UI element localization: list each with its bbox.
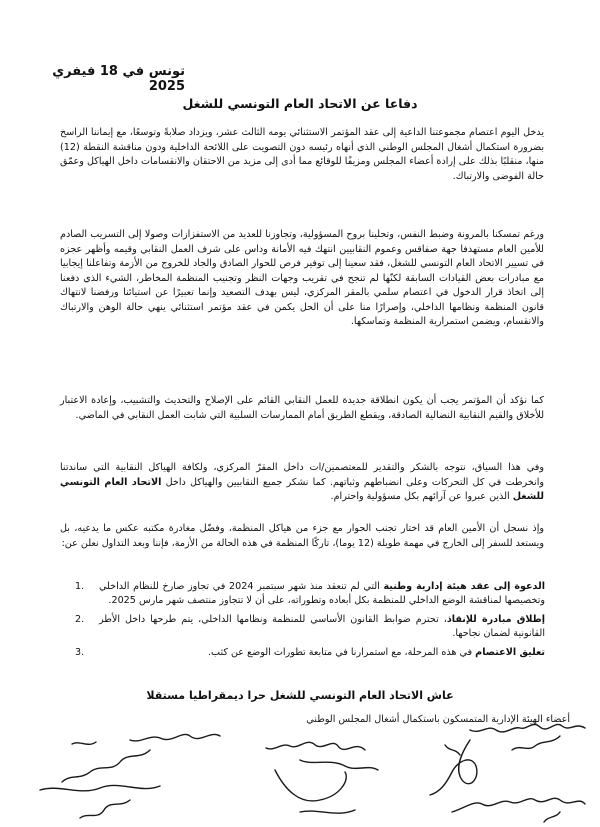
- demand-3-number: 3.: [75, 647, 85, 658]
- demand-2-number: 2.: [75, 614, 85, 625]
- signature-4: [266, 742, 365, 750]
- demand-2-text: ، تحترم ضوابط القانون الأساسي للمنظمة ونظامها الداخلي، يتم طرحها داخل الأطر القانونية لضمان نجاحها.: [99, 614, 545, 639]
- signature-2: [430, 740, 477, 795]
- demand-3-title: تعليق الاعتصام: [475, 647, 545, 658]
- thanks-text-c: الذين عبروا عن آرائهم بكل مسؤولية واحترام.: [330, 491, 513, 502]
- list-item: [75, 613, 545, 641]
- document-title: دفاعا عن الاتحاد العام التونسي للشغل: [182, 96, 418, 111]
- signatories-line: أعضاء الهيئة الإدارية المتمسكون باستكمال أشغال المجلس الوطني: [306, 714, 570, 725]
- demand-1-text: التي لم تنعقد منذ شهر سبتمبر 2024 في تجاوز صارخ للنظام الداخلي وتخصيصها لمناقشة الوضع الداخلي للمنظمة بكل أبعاده وتطوراته، على أن لا تتجاوز منتصف شهر مارس 2025.: [99, 581, 545, 606]
- paragraph-announcement: وإذ نسجل أن الأمين العام قد اختار تجنب الحوار مع جزء من هياكل المنظمة، وفضّل مغادرة مكتبه عكس ما يدعيه، بل ويستعد للسفر إلى الخارج في مهمة طويلة (12 يوما)، تاركًا المنظمة في هذه الحالة من الأزمة، فإننا وبعد التداول نعلن عن:: [60, 523, 544, 549]
- signature-5: [130, 734, 220, 741]
- demand-2-title: إطلاق مبادرة للإنقاذ: [446, 614, 545, 625]
- handwritten-signatures: [0, 700, 600, 827]
- closing-slogan: عاش الاتحاد العام التونسي للشغل حرا ديمقراطيا مستقلا: [146, 689, 454, 702]
- thanks-text-a: وفي هذا السياق، نتوجه بالشكر والتقدير للمعتصمين/ات داخل المقرّ المركزي، ولكافة الهياكل النقابية التي ساندتنا وانخرطت في كل التحركات وعلى انضباطهم وثباتهم. كما نشكر جميع النقابيين والهياكل داخل: [60, 462, 544, 488]
- demand-1-title: الدعوة إلى عقد هيئة إدارية وطنية: [383, 581, 545, 592]
- signature-1: [470, 724, 585, 731]
- paragraph-thanks: [60, 461, 544, 505]
- thanks-union-name: الاتحاد العام التونسي للشغل: [60, 476, 544, 502]
- demand-3-text: في هذه المرحلة، مع استمرارنا في متابعة تطورات الوضع عن كثب.: [208, 647, 476, 658]
- signature-3: [452, 798, 585, 812]
- list-item: [75, 646, 545, 660]
- paragraph-context: ورغم تمسكنا بالمرونة وضبط النفس، وتحلينا بروح المسؤولية، وتجاوزنا للعديد من الاستفزازات وصولا إلى التسريب الصادم للأمين العام مستهدفا جهة صفاقس وعموم النقابيين انتهك فيه الأمانة وداس على شرف العمل النقابي وقيمه وأظهر عجزه في تسيير الاتحاد العام التونسي للشغل، فقد سعينا إلى توفير فرص للحوار الصادق والجاد للخروج من الأزمة وتفاعلنا إيجابيا مع مبادرات بعض القيادات السابقة لكنّها لم تنجح في تقريب وجهات النظر وتجنيب المنظمة المخاطر، الشيء الذي دفعنا إلى اتخاذ قرار الدخول في اعتصام سلمي بالمقر المركزي، ليس بهدف التصعيد وإنما تعبيرًا عن استيائنا ورفضنا لانتهاك قانون المنظمة ونظامها الداخلي، وإصرارًا منا على أن الحل يكمن في عقد مؤتمر استثنائي ينهي حالة الوهن والارتباك والانقسام، ويضمن استمرارية المنظمة وتماسكها.: [60, 229, 544, 327]
- paragraph-congress-goals: كما نؤكد أن المؤتمر يجب أن يكون انطلاقة جديدة للعمل النقابي القائم على الإصلاح والتحديث والتشبيب، وإعادة الاعتبار للأخلاق والقيم النقابية النضالية الصادقة، ويقطع الطريق أمام الممارسات السلبية التي شابت العمل النقابي في الماضي.: [60, 395, 544, 421]
- list-item: [75, 580, 545, 608]
- paragraph-intro: يدخل اليوم اعتصام مجموعتنا الداعية إلى عقد المؤتمر الاستثنائي يومه الثالث عشر، ويزداد صلابةً وتوسعًا، مع إيماننا الراسخ بضرورة استكمال أشغال المجلس الوطني الذي أنهاه رئيسه دون التصويت على اللائحة الداخلية ودون مناقشة النقطة (12) منها، منقلبًا بذلك على إرادة أعضاء المجلس ومزيفًا للوقائع مما أدى إلى مزيد من الاحتقان والانقسامات داخل الهياكل وعمّق حالة الفوضى والارتباك.: [60, 127, 544, 182]
- demand-1-number: 1.: [75, 581, 85, 592]
- document-date: تونس في 18 فيفري 2025: [52, 64, 185, 94]
- demands-list: [75, 580, 545, 665]
